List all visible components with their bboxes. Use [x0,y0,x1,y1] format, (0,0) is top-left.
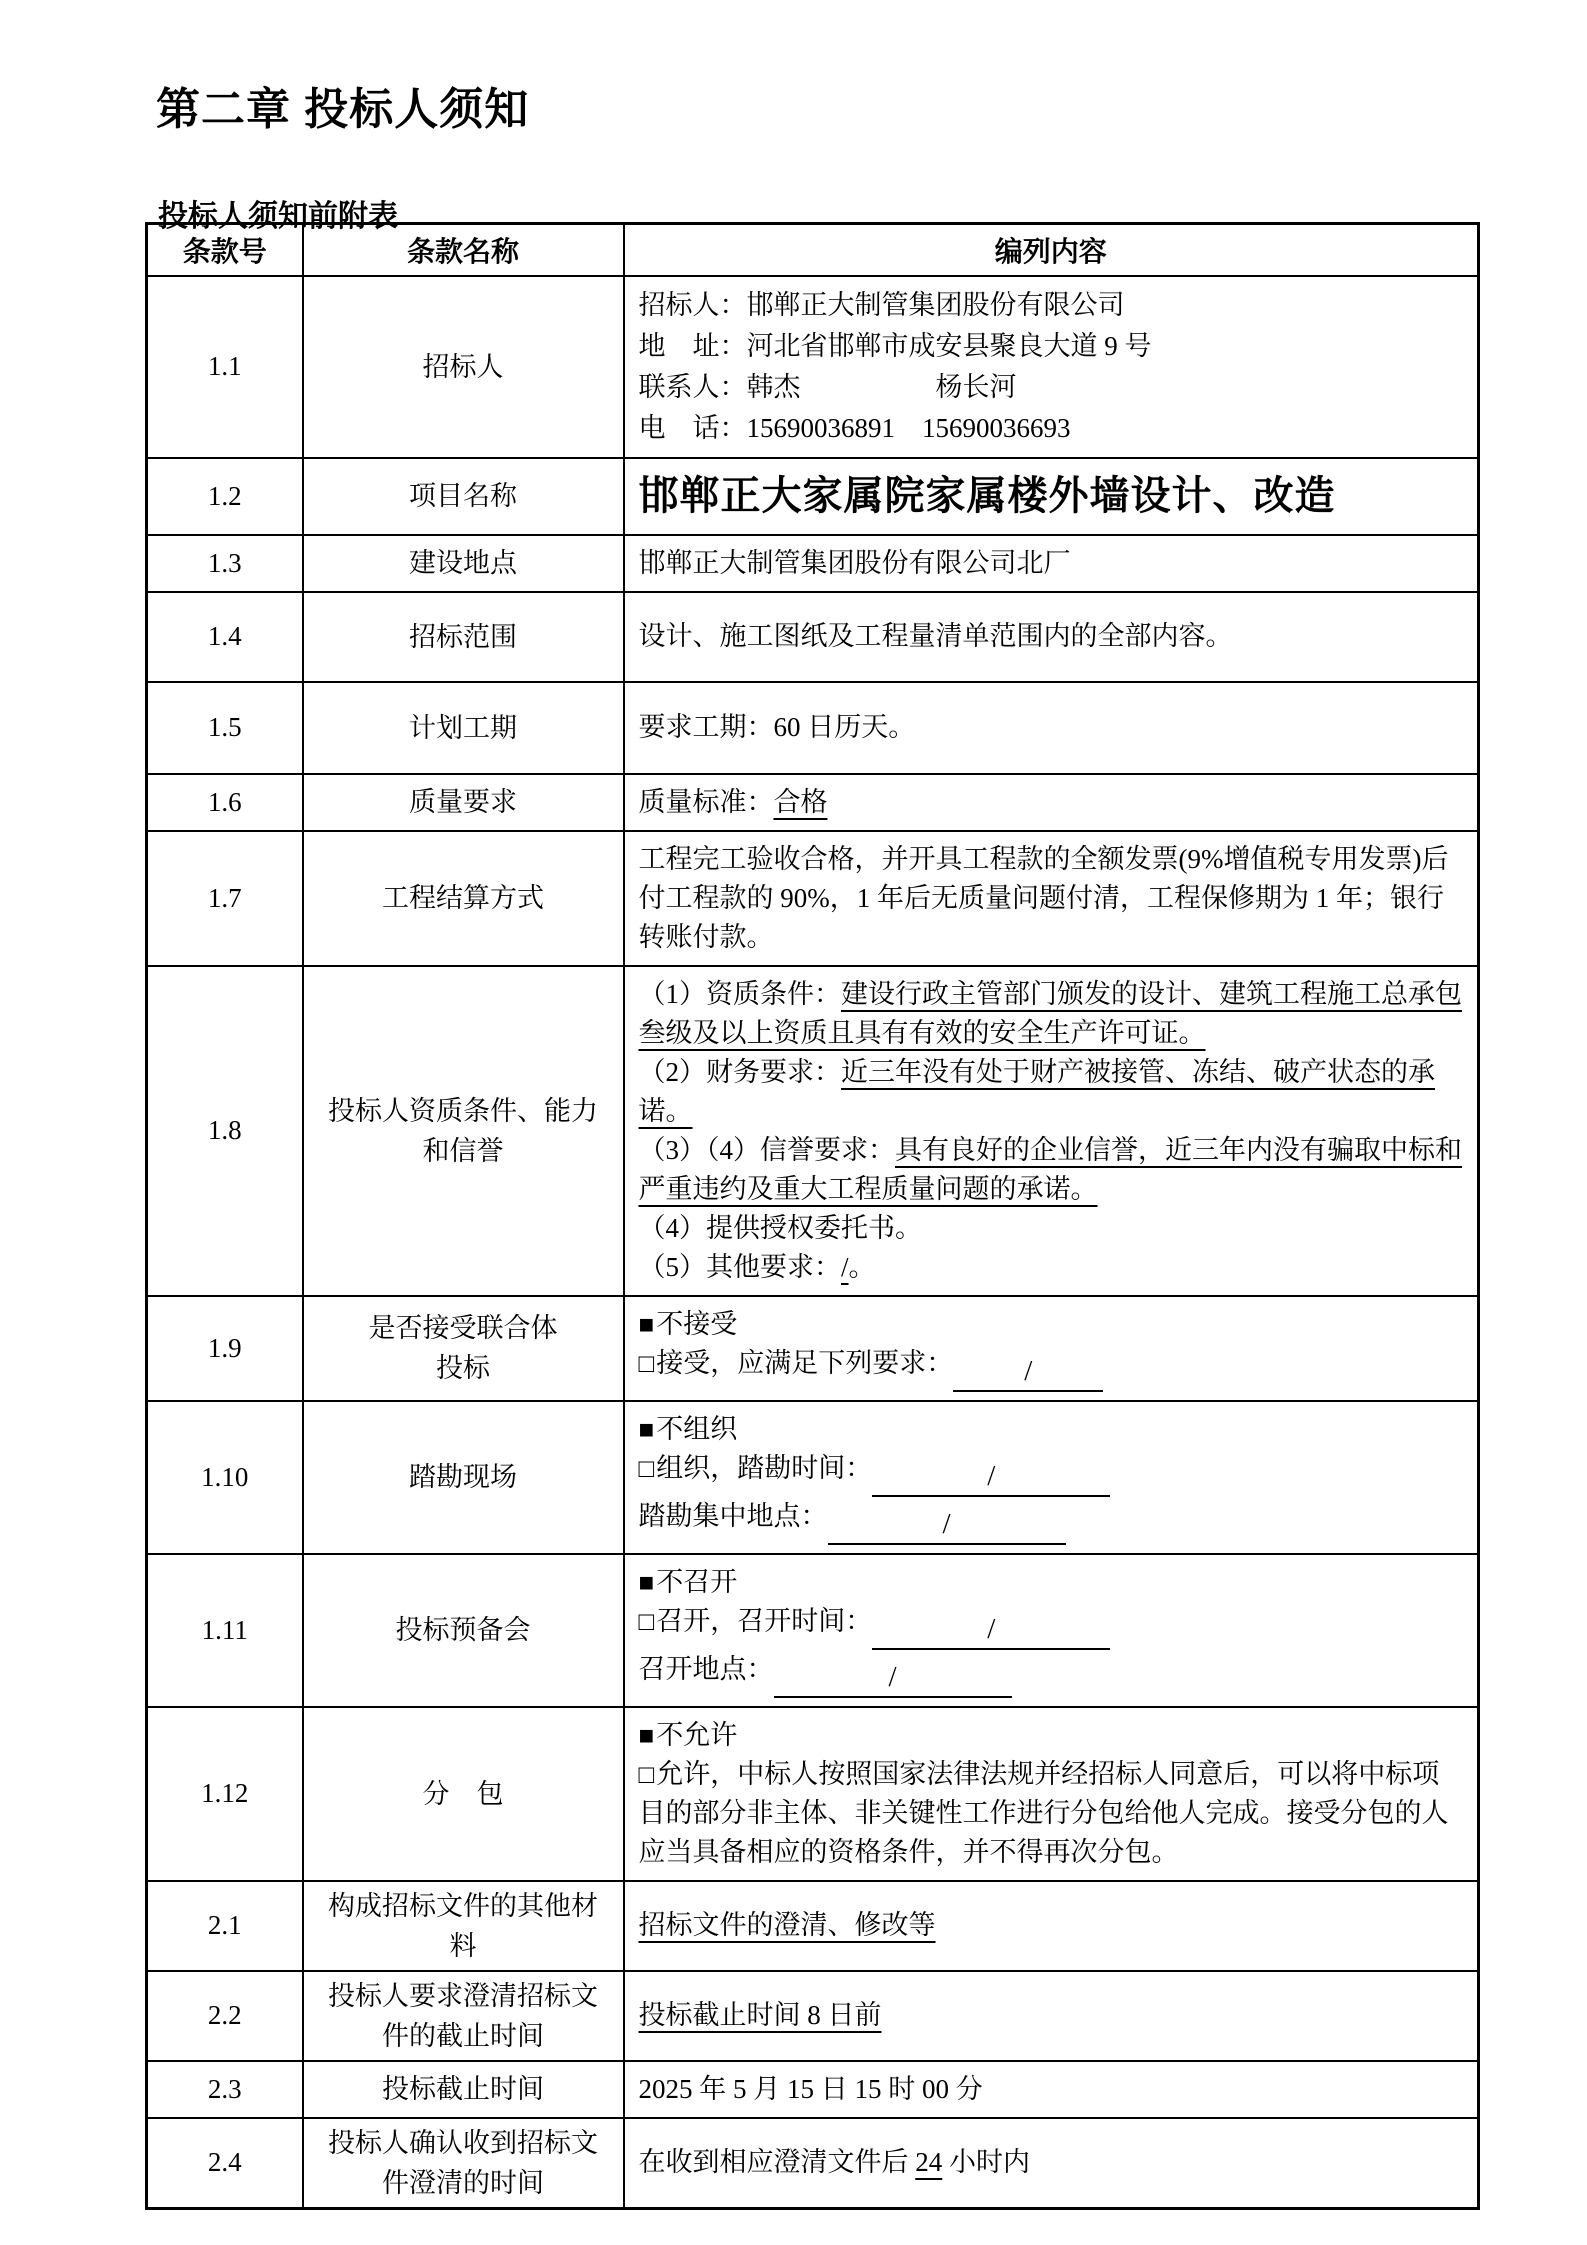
header-clause-number: 条款号 [147,224,303,276]
clause-name: 投标人要求澄清招标文 件的截止时间 [303,1971,624,2061]
clause-number: 1.2 [147,458,303,535]
text-run: （4）提供授权委托书。 [638,1212,922,1243]
header-clause-content: 编列内容 [624,224,1479,276]
text-run: 质量标准： [638,786,774,817]
table-body [147,276,1479,2209]
text-run: 。 [848,1251,876,1282]
content-line [639,326,1464,367]
content-line [639,1449,1464,1497]
text-run: （2）财务要求： [638,1056,841,1087]
checkbox-filled-icon: ■ [638,1414,655,1444]
clause-name: 投标人确认收到招标文 件澄清的时间 [303,2118,624,2209]
text-run: 要求工期：60 日历天。 [638,712,916,742]
clause-name: 招标范围 [303,592,624,682]
checkbox-filled-icon: ■ [638,1720,655,1750]
checkbox-filled-icon: ■ [638,1567,655,1597]
clause-name: 构成招标文件的其他材 料 [303,1881,624,1971]
table-row [147,831,1479,966]
text-run: 召开地点： [638,1653,774,1684]
table-row [147,535,1479,592]
fill-in-blank: / [953,1354,1103,1392]
content-line [639,1131,1464,1209]
clause-content [624,458,1479,535]
text-run: 邯郸正大家属院家属楼外墙设计、改造 [638,474,1336,518]
clause-number: 1.5 [147,682,303,774]
text-run: 在收到相应澄清文件后 [638,2147,916,2177]
clause-content [624,966,1479,1296]
clause-number: 1.11 [147,1554,303,1707]
checkbox-empty-icon: □ [638,1606,655,1636]
text-run: （1）资质条件： [638,978,841,1009]
text-run: 2025 年 5 月 15 日 15 时 00 分 [638,2073,983,2104]
text-run: 设计、施工图纸及工程量清单范围内的全部内容。 [638,621,1233,651]
clause-content [624,1881,1479,1971]
content-line [639,1305,1464,1344]
fill-in-blank: / [828,1507,1066,1545]
fill-in-blank: / [872,1612,1110,1650]
content-line [639,1716,1464,1755]
table-row [147,1401,1479,1554]
fill-in-blank: / [774,1660,1012,1698]
clause-content [624,1707,1479,1881]
table-row [147,276,1479,458]
content-line [639,783,1464,822]
text-run: 允许，中标人按照国家法律法规并经招标人同意后，可以将中标项目的部分非主体、非关键性工作进行分包给他人完成。接受分包的人应当具备相应的资格条件，并不得再次分包。 [638,1758,1449,1867]
clause-number: 1.6 [147,774,303,831]
text-run: 近三年没有处于财产被接管、冻结、破产状态的承诺。 [638,1056,1435,1126]
clause-name: 是否接受联合体 投标 [303,1296,624,1401]
clause-number: 1.8 [147,966,303,1296]
header-clause-name: 条款名称 [303,224,624,276]
text-run: 合格 [773,786,828,817]
text-run: 踏勘集中地点： [638,1500,828,1531]
clause-name: 投标截止时间 [303,2061,624,2118]
checkbox-filled-icon: ■ [638,1309,655,1339]
text-run: 召开，召开时间： [656,1605,873,1636]
clause-number: 2.2 [147,1971,303,2061]
text-run: 邯郸正大制管集团股份有限公司北厂 [638,547,1071,578]
content-line [639,1209,1464,1248]
content-line [639,408,1464,449]
content-line [639,975,1464,1053]
text-run: 24 [915,2147,943,2177]
clause-number: 1.7 [147,831,303,966]
text-run: 招标文件的澄清、修改等 [638,1910,936,1940]
clause-number: 1.9 [147,1296,303,1401]
content-line [639,617,1464,656]
table-row [147,2118,1479,2209]
text-run: 组织，踏勘时间： [656,1452,873,1483]
clause-content [624,774,1479,831]
clause-content [624,2118,1479,2209]
table-row [147,1554,1479,1707]
text-run: / [841,1251,849,1282]
table-row [147,1296,1479,1401]
content-line [639,471,1464,521]
content-line [639,1053,1464,1131]
text-run: 接受，应满足下列要求： [656,1347,954,1378]
header-row [147,224,1479,276]
clause-content [624,276,1479,458]
checkbox-empty-icon: □ [638,1759,655,1789]
clause-name: 招标人 [303,276,624,458]
clause-content [624,1554,1479,1707]
content-line [639,1410,1464,1449]
table-row [147,458,1479,535]
clause-content [624,1971,1479,2061]
table-row [147,1707,1479,1881]
clause-content [624,535,1479,592]
clause-content [624,1296,1479,1401]
text-run: 招标人：邯郸正大制管集团股份有限公司 [638,289,1125,320]
clause-name: 工程结算方式 [303,831,624,966]
clause-number: 1.1 [147,276,303,458]
clause-number: 2.3 [147,2061,303,2118]
clause-number: 1.3 [147,535,303,592]
text-run: （3）（4）信誉要求： [638,1134,895,1165]
content-line [639,1602,1464,1650]
page-title: 第二章 投标人须知 [156,85,530,135]
table-header [147,224,1479,276]
content-line [639,2143,1464,2182]
content-line [639,1650,1464,1698]
checkbox-empty-icon: □ [638,1348,655,1378]
clause-number: 2.1 [147,1881,303,1971]
clause-content [624,592,1479,682]
table-row [147,774,1479,831]
content-line [639,1563,1464,1602]
clause-number: 1.12 [147,1707,303,1881]
clause-content [624,831,1479,966]
content-line [639,367,1464,408]
table-row [147,966,1479,1296]
content-line [639,1755,1464,1872]
text-run: 地 址：河北省邯郸市成安县聚良大道 9 号 [638,330,1152,361]
fill-in-blank: / [872,1459,1110,1497]
clause-content [624,1401,1479,1554]
content-line [639,708,1464,747]
text-run: 不接受 [656,1308,738,1339]
text-run: 投标截止时间 8 日前 [638,2000,882,2030]
clause-number: 1.4 [147,592,303,682]
table-row [147,2061,1479,2118]
text-run: 不组织 [656,1413,738,1444]
content-line [639,1344,1464,1392]
text-run: 小时内 [942,2147,1030,2177]
clause-content [624,682,1479,774]
clause-content [624,2061,1479,2118]
content-line [639,285,1464,326]
clause-name: 建设地点 [303,535,624,592]
clause-name: 投标人资质条件、能力 和信誉 [303,966,624,1296]
clause-number: 2.4 [147,2118,303,2209]
table-row [147,682,1479,774]
table-row [147,592,1479,682]
bidder-notice-pre-table [145,222,1480,2210]
content-line [639,1497,1464,1545]
clause-name: 计划工期 [303,682,624,774]
text-run: 具有良好的企业信誉，近三年内没有骗取中标和严重违约及重大工程质量问题的承诺。 [638,1134,1462,1204]
text-run: 联系人：韩杰 杨长河 [638,371,1017,402]
clause-name: 踏勘现场 [303,1401,624,1554]
text-run: 电 话：15690036891 15690036693 [638,412,1071,443]
table-caption: 投标人须知前附表 [158,199,398,233]
content-line [639,1906,1464,1945]
text-run: 不召开 [656,1566,738,1597]
text-run: （5）其他要求： [638,1251,841,1282]
clause-name: 项目名称 [303,458,624,535]
content-line [639,2070,1464,2109]
table-row [147,1971,1479,2061]
text-run: 建设行政主管部门颁发的设计、建筑工程施工总承包叁级及以上资质且具有有效的安全生产许可证。 [638,978,1462,1048]
checkbox-empty-icon: □ [638,1453,655,1483]
clause-number: 1.10 [147,1401,303,1554]
table-row [147,1881,1479,1971]
content-line [639,1248,1464,1287]
clause-name: 质量要求 [303,774,624,831]
clause-name: 投标预备会 [303,1554,624,1707]
clause-name: 分 包 [303,1707,624,1881]
text-run: 工程完工验收合格，并开具工程款的全额发票(9%增值税专用发票)后付工程款的 90%，1 年后无质量问题付清，工程保修期为 1 年；银行转账付款。 [638,843,1449,952]
text-run: 不允许 [656,1719,738,1750]
content-line [639,544,1464,583]
content-line [639,1996,1464,2035]
content-line [639,840,1464,957]
